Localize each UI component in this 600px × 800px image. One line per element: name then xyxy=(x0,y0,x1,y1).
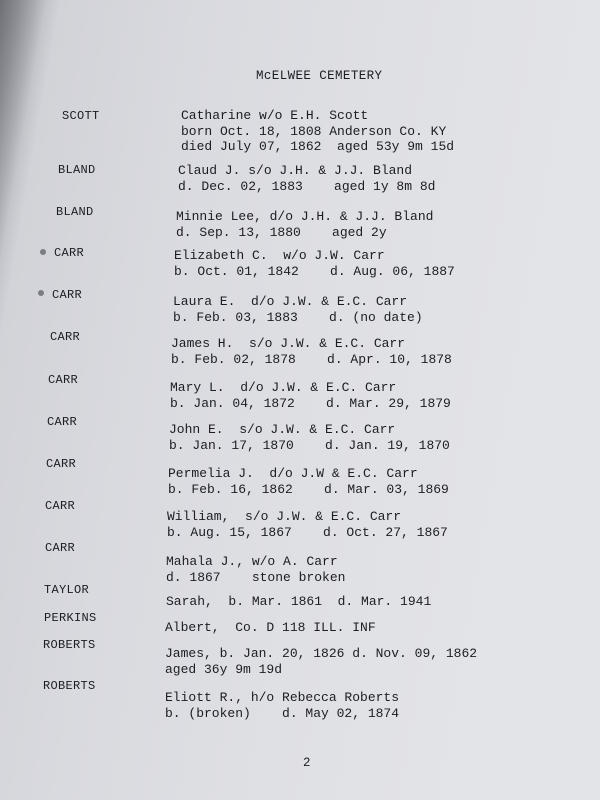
entry-details xyxy=(173,294,423,325)
entry-detail-line: b. Feb. 03, 1883 d. (no date) xyxy=(173,309,423,325)
entry-details xyxy=(168,466,449,497)
entry-detail-line: Mahala J., w/o A. Carr xyxy=(166,554,338,569)
entry-detail-line: b. Jan. 04, 1872 d. Mar. 29, 1879 xyxy=(170,395,451,411)
entry-surname: CARR xyxy=(54,246,85,260)
entry-details xyxy=(181,108,454,155)
entry-details xyxy=(178,163,435,194)
entry-details xyxy=(171,336,452,367)
entry-detail-line: Eliott R., h/o Rebecca Roberts xyxy=(165,690,400,705)
entry-detail-line: Albert, Co. D 118 ILL. INF xyxy=(165,620,376,635)
entry-details xyxy=(165,690,399,721)
entry-detail-line: b. Aug. 15, 1867 d. Oct. 27, 1867 xyxy=(167,524,448,540)
entry-surname: CARR xyxy=(45,541,76,555)
entry-detail-line: Elizabeth C. w/o J.W. Carr xyxy=(174,248,385,263)
entry-surname: BLAND xyxy=(58,163,96,177)
entry-details xyxy=(169,422,450,453)
entry-surname: SCOTT xyxy=(62,109,100,123)
entry-details xyxy=(174,248,455,279)
entry-detail-line: died July 07, 1862 aged 53y 9m 15d xyxy=(181,139,455,154)
entry-details xyxy=(170,380,451,411)
entry-surname: PERKINS xyxy=(44,611,97,625)
entry-surname: CARR xyxy=(46,457,77,471)
entry-detail-line: William, s/o J.W. & E.C. Carr xyxy=(167,509,402,524)
entry-detail-line: born Oct. 18, 1808 Anderson Co. KY xyxy=(181,123,447,139)
entry-detail-line: Sarah, b. Mar. 1861 d. Mar. 1941 xyxy=(166,594,432,609)
entry-surname: TAYLOR xyxy=(44,583,90,597)
entry-details xyxy=(166,594,431,610)
entry-detail-line: d. 1867 stone broken xyxy=(166,569,346,585)
entry-detail-line: b. Oct. 01, 1842 d. Aug. 06, 1887 xyxy=(174,263,455,279)
entry-surname: ROBERTS xyxy=(43,679,96,693)
entry-surname: CARR xyxy=(47,415,78,429)
entry-details xyxy=(167,509,448,540)
entry-detail-line: Claud J. s/o J.H. & J.J. Bland xyxy=(178,163,413,178)
entry-surname: CARR xyxy=(50,330,81,344)
entry-detail-line: b. Feb. 02, 1878 d. Apr. 10, 1878 xyxy=(171,351,452,367)
entry-detail-line: Mary L. d/o J.W. & E.C. Carr xyxy=(170,380,397,395)
entry-detail-line: b. Jan. 17, 1870 d. Jan. 19, 1870 xyxy=(169,437,450,453)
entry-detail-line: d. Sep. 13, 1880 aged 2y xyxy=(176,224,387,240)
entry-surname: ROBERTS xyxy=(43,638,96,652)
binder-hole-mark xyxy=(40,249,46,255)
page-number: 2 xyxy=(303,756,311,770)
entry-surname: CARR xyxy=(48,373,79,387)
entry-detail-line: Catharine w/o E.H. Scott xyxy=(181,108,369,123)
entry-details xyxy=(166,554,345,585)
entry-surname: CARR xyxy=(52,288,83,302)
entry-detail-line: b. (broken) d. May 02, 1874 xyxy=(165,705,400,721)
entry-detail-line: John E. s/o J.W. & E.C. Carr xyxy=(169,422,396,437)
entry-detail-line: d. Dec. 02, 1883 aged 1y 8m 8d xyxy=(178,178,436,194)
binder-hole-mark xyxy=(38,290,44,296)
entry-detail-line: Laura E. d/o J.W. & E.C. Carr xyxy=(173,294,408,309)
entry-detail-line: Minnie Lee, d/o J.H. & J.J. Bland xyxy=(176,209,434,224)
entry-surname: BLAND xyxy=(56,205,94,219)
entry-details xyxy=(165,646,477,677)
entry-detail-line: Permelia J. d/o J.W & E.C. Carr xyxy=(168,466,418,481)
entry-details xyxy=(176,209,433,240)
entry-details xyxy=(165,620,376,636)
entry-surname: CARR xyxy=(45,499,76,513)
entry-detail-line: James, b. Jan. 20, 1826 d. Nov. 09, 1862 xyxy=(165,646,478,661)
page-title: McELWEE CEMETERY xyxy=(256,69,383,83)
entry-detail-line: aged 36y 9m 19d xyxy=(165,661,283,677)
entry-detail-line: b. Feb. 16, 1862 d. Mar. 03, 1869 xyxy=(168,481,449,497)
entry-detail-line: James H. s/o J.W. & E.C. Carr xyxy=(171,336,406,351)
